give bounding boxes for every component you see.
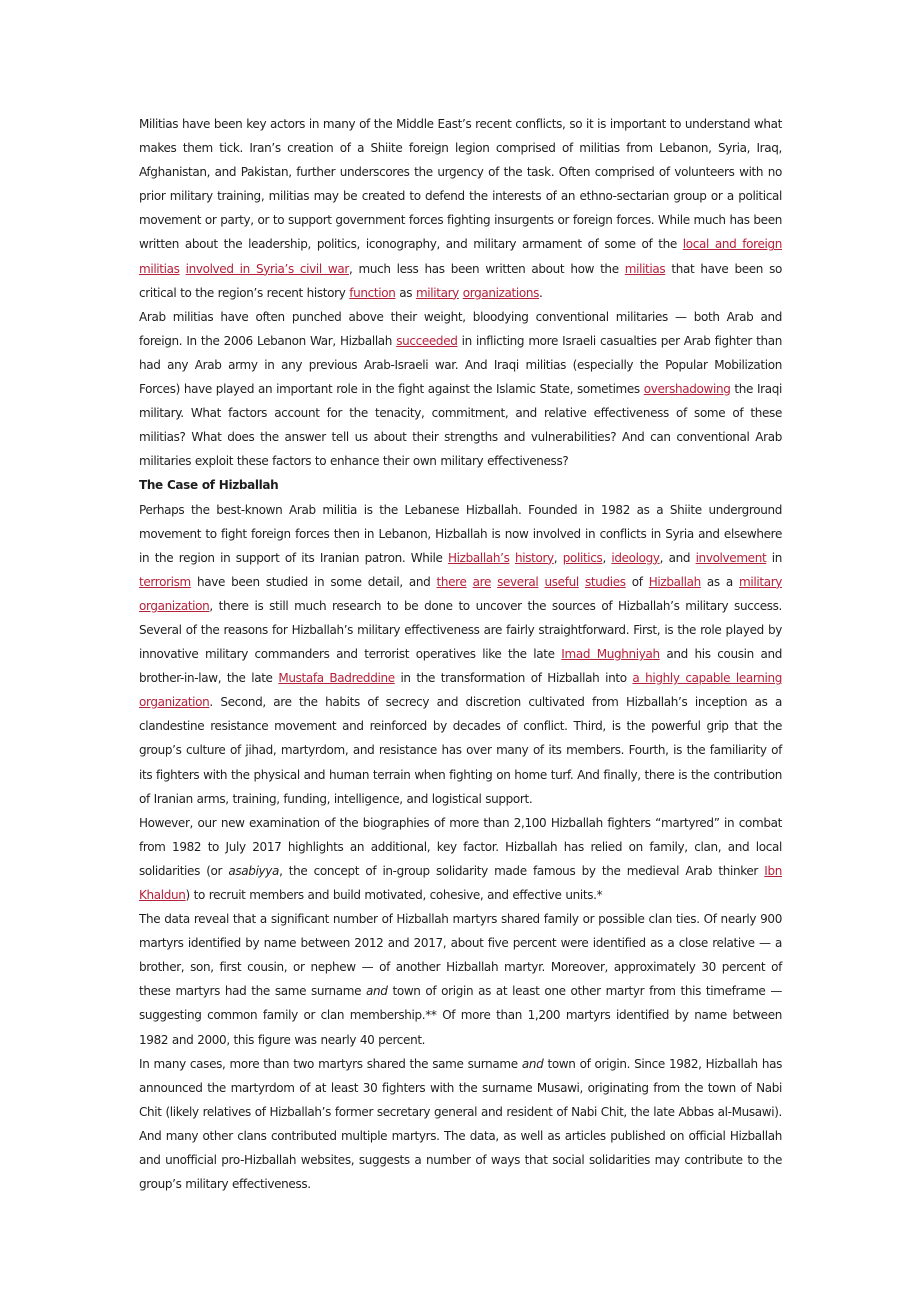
link-several[interactable]: several (497, 574, 539, 589)
text: , much less has been written about how the (348, 261, 625, 276)
paragraph-hizballah-case (139, 498, 782, 811)
emphasis-asabiyya: asabiyya (228, 863, 280, 878)
link-mustafa-badreddine[interactable]: Mustafa Badreddine (278, 671, 395, 686)
link-military[interactable]: military (415, 285, 459, 300)
text: of (625, 574, 649, 589)
link-learning-organization[interactable]: a highly capable learning organization (139, 671, 782, 710)
comma: , (553, 550, 563, 565)
paragraph-arab-militias (139, 305, 782, 474)
link-syria-civil-war[interactable]: involved in Syria’s civil war (185, 261, 349, 276)
link-local-foreign-militias[interactable]: local and foreign militias (139, 237, 782, 276)
text: that have been so critical to the region’s recent history (139, 261, 782, 300)
link-are[interactable]: are (472, 574, 491, 589)
link-militias[interactable]: militias (624, 261, 666, 276)
link-politics[interactable]: politics (562, 550, 603, 565)
article-body (139, 112, 782, 1196)
paragraph-intro (139, 112, 782, 305)
link-hizballahs[interactable]: Hizballah’s (448, 550, 510, 565)
text: in inflicting more Israeli casualties per Arab fighter than had any Arab army in any previous Arab-Israeli war. And Iraqi militias (especially the Popular Mobilization Forces) have played an important role in the fight against the Islamic State, sometimes (139, 333, 782, 397)
emphasis-and: and (521, 1056, 544, 1071)
text: have been studied in some detail, and (190, 574, 437, 589)
comma: , (602, 550, 612, 565)
paragraph-data-reveal (139, 907, 782, 1052)
link-organization[interactable]: organization (139, 598, 210, 613)
paragraph-martyr-biographies (139, 811, 782, 907)
text: . (539, 285, 543, 300)
section-heading: The Case of Hizballah (139, 478, 279, 493)
text: and his cousin and brother-in-law, the late (139, 647, 782, 686)
text: , there is still much research to be done to uncover the sources of Hizballah’s military success. Several of the reasons for Hizballah’s military effectiveness are fairly straightforward. First, is the role played by innovative military commanders and terrorist operatives like the late (139, 598, 782, 662)
text: Arab militias have often punched above their weight, bloodying conventional militaries — both Arab and foreign. In the 2006 Lebanon War, Hizballah (139, 309, 782, 348)
text: Perhaps the best-known Arab militia is the Lebanese Hizballah. Founded in 1982 as a Shiite underground movement to fight foreign forces then in Lebanon, Hizballah is now involved in conflicts in Syria and elsewhere in the region in support of its Iranian patron. While (139, 502, 782, 565)
text: town of origin as at least one other martyr from this timeframe — suggesting common family or clan membership.** Of more than 1,200 martyrs identified by name between 1982 and 2000, this figure was nearly 40 percent. (139, 984, 783, 1047)
text: in the transformation of Hizballah into (394, 671, 633, 686)
text: , and (659, 550, 696, 565)
link-there[interactable]: there (436, 574, 467, 589)
text: . Second, are the habits of secrecy and discretion cultivated from Hizballah’s inception as a clandestine resistance movement and reinforced by decades of conflict. Third, is the powerful grip that the group’s culture of jihad, martyrdom, and resistance has over many of its members. Fourth, is the familiarity of its fighters with the physical and human terrain when fighting on home turf. And finally, there is the contribution of Iranian arms, training, funding, intelligence, and logistical support. (139, 695, 782, 806)
text: ) to recruit members and build motivated, cohesive, and effective units.* (185, 888, 603, 902)
link-studies[interactable]: studies (584, 574, 626, 589)
text: town of origin. Since 1982, Hizballah has announced the martyrdom of at least 30 fighters with the surname Musawi, originating from the town of Nabi Chit (likely relatives of Hizballah’s former secretary general and resident of Nabi Chit, the late Abbas al-Musawi). And many other clans contributed multiple martyrs. The data, as well as articles published on official Hizballah and unofficial pro-Hizballah websites, suggests a number of ways that social solidarities may contribute to the group’s military effectiveness. (139, 1056, 782, 1192)
emphasis-and: and (366, 984, 388, 999)
text: The data reveal that a significant number of Hizballah martyrs shared family or possible clan ties. Of nearly 900 martyrs identified by name between 2012 and 2017, about five percent were identified as a close relative — a brother, son, first cousin, or nephew — of another Hizballah martyr. Moreover, approximately 30 percent of these martyrs had the same surname (139, 912, 782, 999)
link-ibn-khaldun[interactable]: Ibn Khaldun (139, 863, 782, 902)
link-hizballah[interactable]: Hizballah (648, 574, 701, 589)
link-imad-mughniyah[interactable]: Imad Mughniyah (561, 647, 660, 662)
text: in (766, 550, 783, 565)
text: However, our new examination of the biographies of more than 2,100 Hizballah fighters “martyred” in combat from 1982 to July 2017 highlights an additional, key factor. Hizballah has relied on family, clan, and local solidarities (or (139, 815, 782, 878)
text: as (395, 285, 416, 300)
text: In many cases, more than two martyrs shared the same surname (139, 1056, 522, 1071)
paragraph-many-cases (139, 1052, 782, 1197)
link-succeeded[interactable]: succeeded (396, 333, 458, 348)
link-ideology[interactable]: ideology (611, 550, 660, 565)
link-military[interactable]: military (739, 574, 783, 589)
text: the Iraqi military. What factors account for the tenacity, commitment, and relative effectiveness of some of these militias? What does the answer tell us about their strengths and vulnerabilities? And can conventional Arab militaries exploit these factors to enhance their own military effectiveness? (139, 382, 782, 469)
link-function[interactable]: function (349, 285, 396, 300)
link-involvement[interactable]: involvement (695, 550, 767, 565)
link-terrorism[interactable]: terrorism (139, 574, 191, 589)
link-organizations[interactable]: organizations (462, 285, 540, 300)
text: as a (700, 574, 740, 589)
text: Militias have been key actors in many of the Middle East’s recent conflicts, so it is important to understand what makes them tick. Iran’s creation of a Shiite foreign legion comprised of militias from Lebanon, Syria, Iraq, Afghanistan, and Pakistan, further underscores the urgency of the task. Often comprised of volunteers with no prior military training, militias may be created to defend the interests of an ethno-sectarian group or a political movement or party, or to support government forces fighting insurgents or foreign forces. While much has been written about the leadership, politics, iconography, and military armament of some of the (139, 117, 782, 252)
link-overshadowing[interactable]: overshadowing (643, 382, 731, 397)
link-useful[interactable]: useful (544, 574, 579, 589)
link-history[interactable]: history (514, 550, 554, 565)
text: , the concept of in-group solidarity made famous by the medieval Arab thinker (279, 863, 765, 878)
